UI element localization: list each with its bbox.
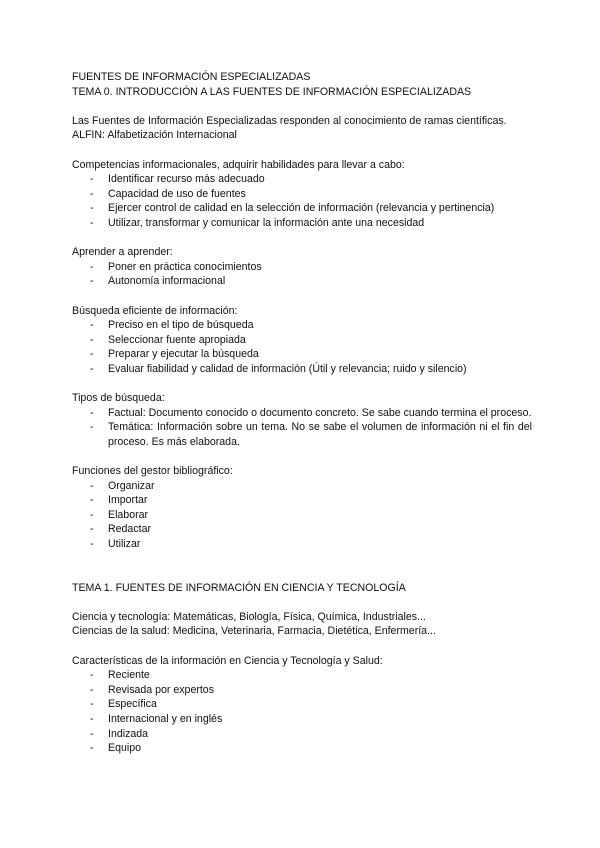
section-heading: Tipos de búsqueda: (72, 392, 165, 405)
list-item: - Temática: Información sobre un tema. No se sabe el volumen de información ni el fin del proceso. Es más elaborada. (72, 420, 532, 449)
list-item: - Específica (72, 697, 532, 712)
gestor-list (72, 479, 532, 552)
list-item: - Elaborar (72, 508, 532, 523)
tema0-heading: TEMA 0. INTRODUCCIÓN A LAS FUENTES DE INFORMACIÓN ESPECIALIZADAS (72, 85, 472, 98)
list-item: - Internacional y en inglés (72, 712, 532, 727)
list-item: - Reciente (72, 668, 532, 683)
list-item: - Utilizar (72, 537, 532, 552)
list-item: - Equipo (72, 741, 532, 756)
intro-line: ALFIN: Alfabetización Internacional (72, 129, 237, 142)
list-item: - Seleccionar fuente apropiada (72, 333, 532, 348)
tema1-heading: TEMA 1. FUENTES DE INFORMACIÓN EN CIENCIA Y TECNOLOGÍA (72, 581, 406, 594)
list-item: - Redactar (72, 522, 532, 537)
aprender-list (72, 260, 532, 289)
areas-line: Ciencias de la salud: Medicina, Veterinaria, Farmacia, Dietética, Enfermería... (72, 625, 436, 638)
list-item: - Identificar recurso más adecuado (72, 172, 532, 187)
tipos-list (72, 406, 532, 450)
competencias-list (72, 172, 532, 230)
list-item: - Capacidad de uso de fuentes (72, 187, 532, 202)
list-item: - Evaluar fiabilidad y calidad de información (Útil y relevancia; ruido y silencio) (72, 362, 532, 377)
intro-line: Las Fuentes de Información Especializadas responden al conocimiento de ramas científicas. (72, 114, 507, 127)
list-item: - Utilizar, transformar y comunicar la información ante una necesidad (72, 216, 532, 231)
section-heading: Aprender a aprender: (72, 246, 173, 259)
caracteristicas-list (72, 668, 532, 756)
list-item: - Factual: Documento conocido o documento concreto. Se sabe cuando termina el proceso. (72, 406, 532, 421)
section-heading: Características de la información en Ciencia y Tecnología y Salud: (72, 654, 383, 667)
list-item: - Poner en práctica conocimientos (72, 260, 532, 275)
list-item: - Autonomía informacional (72, 274, 532, 289)
section-heading: Funciones del gestor bibliográfico: (72, 465, 233, 478)
list-item: - Ejercer control de calidad en la selección de información (relevancia y pertinencia) (72, 201, 532, 216)
list-item: - Revisada por expertos (72, 683, 532, 698)
document-title: FUENTES DE INFORMACIÓN ESPECIALIZADAS (72, 71, 311, 83)
list-item: - Indizada (72, 727, 532, 742)
section-heading: Búsqueda eficiente de información: (72, 304, 238, 317)
list-item: - Preparar y ejecutar la búsqueda (72, 347, 532, 362)
document-page (72, 70, 532, 756)
busqueda-list (72, 318, 532, 376)
list-item: - Organizar (72, 479, 532, 494)
list-item: - Preciso en el tipo de búsqueda (72, 318, 532, 333)
list-item: - Importar (72, 493, 532, 508)
section-heading: Competencias informacionales, adquirir habilidades para llevar a cabo: (72, 158, 405, 171)
areas-line: Ciencia y tecnología: Matemáticas, Biología, Física, Química, Industriales... (72, 610, 426, 623)
